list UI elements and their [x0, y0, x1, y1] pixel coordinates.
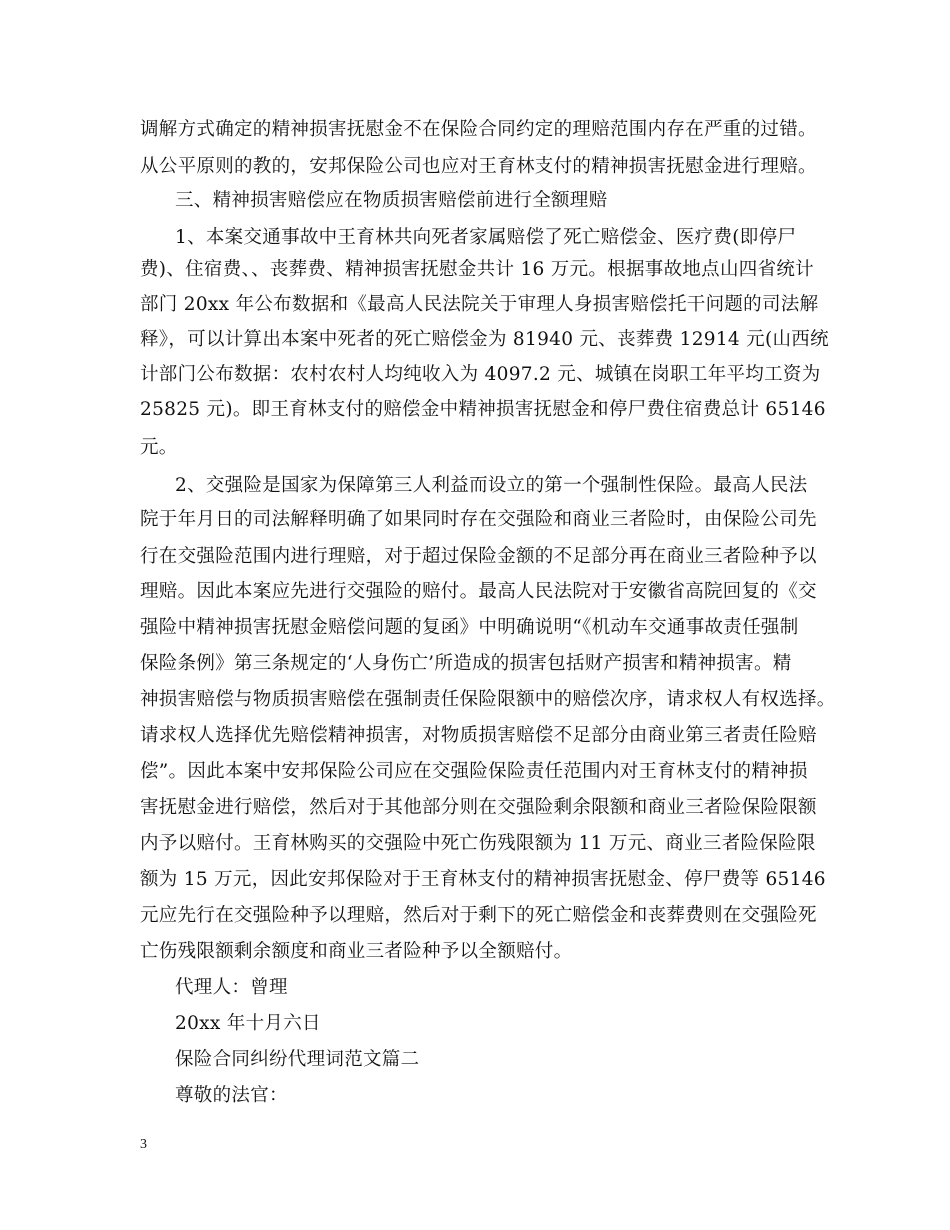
- text-line: 元。: [140, 437, 178, 458]
- text-line: 害抚慰金进行赔偿，然后对于其他部分则在交强险剩余限额和商业三者险保险限额: [140, 797, 817, 818]
- text-line: 额为 15 万元，因此安邦保险对于王育林支付的精神损害抚慰金、停尸费等 65146: [140, 869, 826, 890]
- paragraph-start: 2、交强险是国家为保障第三人利益而设立的第一个强制性保险。最高人民法: [175, 475, 808, 496]
- text-line: 亡伤残限额剩余额度和商业三者险种予以全额赔付。: [140, 941, 573, 962]
- text-line: 部门 20xx 年公布数据和《最高人民法院关于审理人身损害赔偿托干问题的司法解: [140, 294, 819, 315]
- text-line: 内予以赔付。王育林购买的交强险中死亡伤残限额为 11 万元、商业三者险保险限: [140, 833, 816, 854]
- text-line: 理赔。因此本案应先进行交强险的赔付。最高人民法院对于安徽省高院回复的《交: [140, 581, 817, 602]
- page-number: 3: [140, 1137, 147, 1152]
- text-line: 强险中精神损害抚慰金赔偿问题的复函》中明确说明“《机动车交通事故责任强制: [140, 617, 799, 638]
- section-heading: 三、精神损害赔偿应在物质损害赔偿前进行全额理赔: [175, 190, 608, 211]
- salutation: 尊敬的法官：: [175, 1085, 288, 1106]
- text-line: 释》，可以计算出本案中死者的死亡赔偿金为 81940 元、丧葬费 12914 元(山西统: [140, 329, 829, 350]
- text-line: 请求权人选择优先赔偿精神损害，对物质损害赔偿不足部分由商业第三者责任险赔: [140, 725, 817, 746]
- paragraph-start: 1、本案交通事故中王育林共向死者家属赔偿了死亡赔偿金、医疗费(即停尸: [175, 227, 797, 248]
- section-title: 保险合同纠纷代理词范文篇二: [175, 1049, 420, 1070]
- text-line: 院于年月日的司法解释明确了如果同时存在交强险和商业三者险时，由保险公司先: [140, 509, 817, 530]
- text-line: 从公平原则的教的，安邦保险公司也应对王育林支付的精神损害抚慰金进行理赔。: [140, 156, 817, 177]
- text-line: 费)、住宿费、、丧葬费、精神损害抚慰金共计 16 万元。根据事故地点山四省统计: [140, 259, 814, 280]
- text-line: 偿”。因此本案中安邦保险公司应在交强险保险责任范围内对王育林支付的精神损: [140, 761, 808, 782]
- date-line: 20xx 年十月六日: [175, 1013, 321, 1034]
- text-line: 计部门公布数据：农村农村人均纯收入为 4097.2 元、城镇在岗职工年平均工资为: [140, 364, 821, 385]
- text-line: 保险条例》第三条规定的‘人身伤亡’所造成的损害包括财产损害和精神损害。精: [140, 653, 792, 674]
- text-line: 25825 元)。即王育林支付的赔偿金中精神损害抚慰金和停尸费住宿费总计 65146: [140, 399, 826, 420]
- agent-signature: 代理人：曾理: [175, 977, 288, 998]
- text-line: 神损害赔偿与物质损害赔偿在强制责任保险限额中的赔偿次序，请求权人有权选择。: [140, 689, 836, 710]
- text-line: 调解方式确定的精神损害抚慰金不在保险合同约定的理赔范围内存在严重的过错。: [140, 119, 817, 140]
- text-line: 元应先行在交强险种予以理赔，然后对于剩下的死亡赔偿金和丧葬费则在交强险死: [140, 905, 817, 926]
- text-line: 行在交强险范围内进行理赔，对于超过保险金额的不足部分再在商业三者险种予以: [140, 546, 817, 567]
